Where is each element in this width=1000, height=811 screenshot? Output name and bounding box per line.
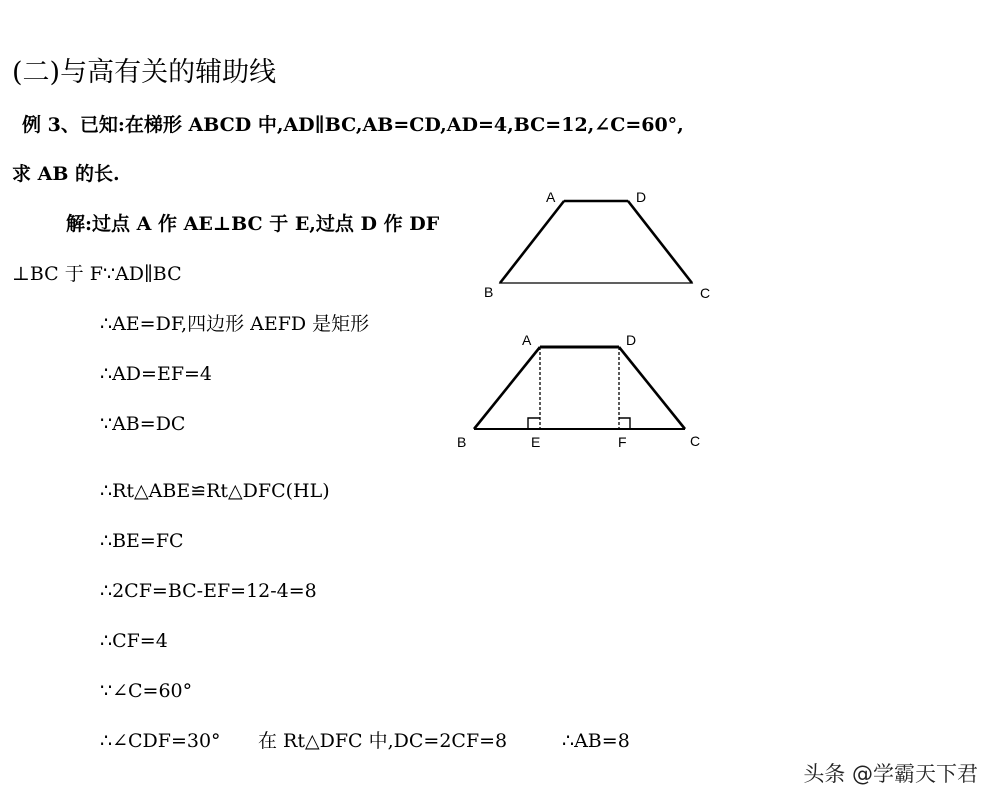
solution-line-1: 解:过点 A 作 AE⊥BC 于 E,过点 D 作 DF [66,213,440,235]
solution-step: ∴CF=4 [100,630,168,652]
right-angle-mark-e [528,418,540,429]
side-dc [619,347,685,429]
solution-step: ∵AB=DC [100,413,186,435]
solution-step: ∴2CF=BC-EF=12-4=8 [100,580,317,602]
trapezoid-figure [470,180,730,305]
vertex-label-e: E [531,434,541,450]
vertex-label-b: B [457,434,467,450]
solution-step: ∴AD=EF=4 [100,363,213,385]
solution-step: ∴AE=DF,四边形 AEFD 是矩形 [100,313,370,335]
problem-line-1: 例 3、已知:在梯形 ABCD 中,AD∥BC,AB=CD,AD=4,BC=12,∠C=60°, [22,114,684,136]
side-ab [500,201,564,283]
solution-final-angle: ∴∠CDF=30° [100,730,221,752]
vertex-label-c: C [690,433,701,449]
solution-line-2: ⊥BC 于 F∵AD∥BC [12,263,182,285]
watermark: 头条 @学霸天下君 [803,762,978,786]
solution-step: ∴Rt△ABE≌Rt△DFC(HL) [100,480,330,502]
vertex-label-d: D [626,332,637,348]
side-dc [628,201,692,283]
side-ab [474,347,540,429]
solution-final-ab: ∴AB=8 [562,730,630,752]
trapezoid-altitudes-figure [450,325,720,455]
trapezoid-outline [500,201,692,283]
vertex-label-b: B [484,284,494,300]
solution-step: ∵∠C=60° [100,680,193,702]
vertex-label-d: D [636,189,647,205]
section-title: (二)与高有关的辅助线 [12,57,277,88]
solution-step: ∴BE=FC [100,530,184,552]
problem-line-2: 求 AB 的长. [12,163,120,185]
solution-final-dc: 在 Rt△DFC 中,DC=2CF=8 [258,730,508,752]
vertex-label-a: A [546,189,556,205]
vertex-label-c: C [700,285,711,301]
vertex-label-f: F [618,434,627,450]
vertex-label-a: A [522,332,532,348]
right-angle-mark-f [619,418,630,429]
